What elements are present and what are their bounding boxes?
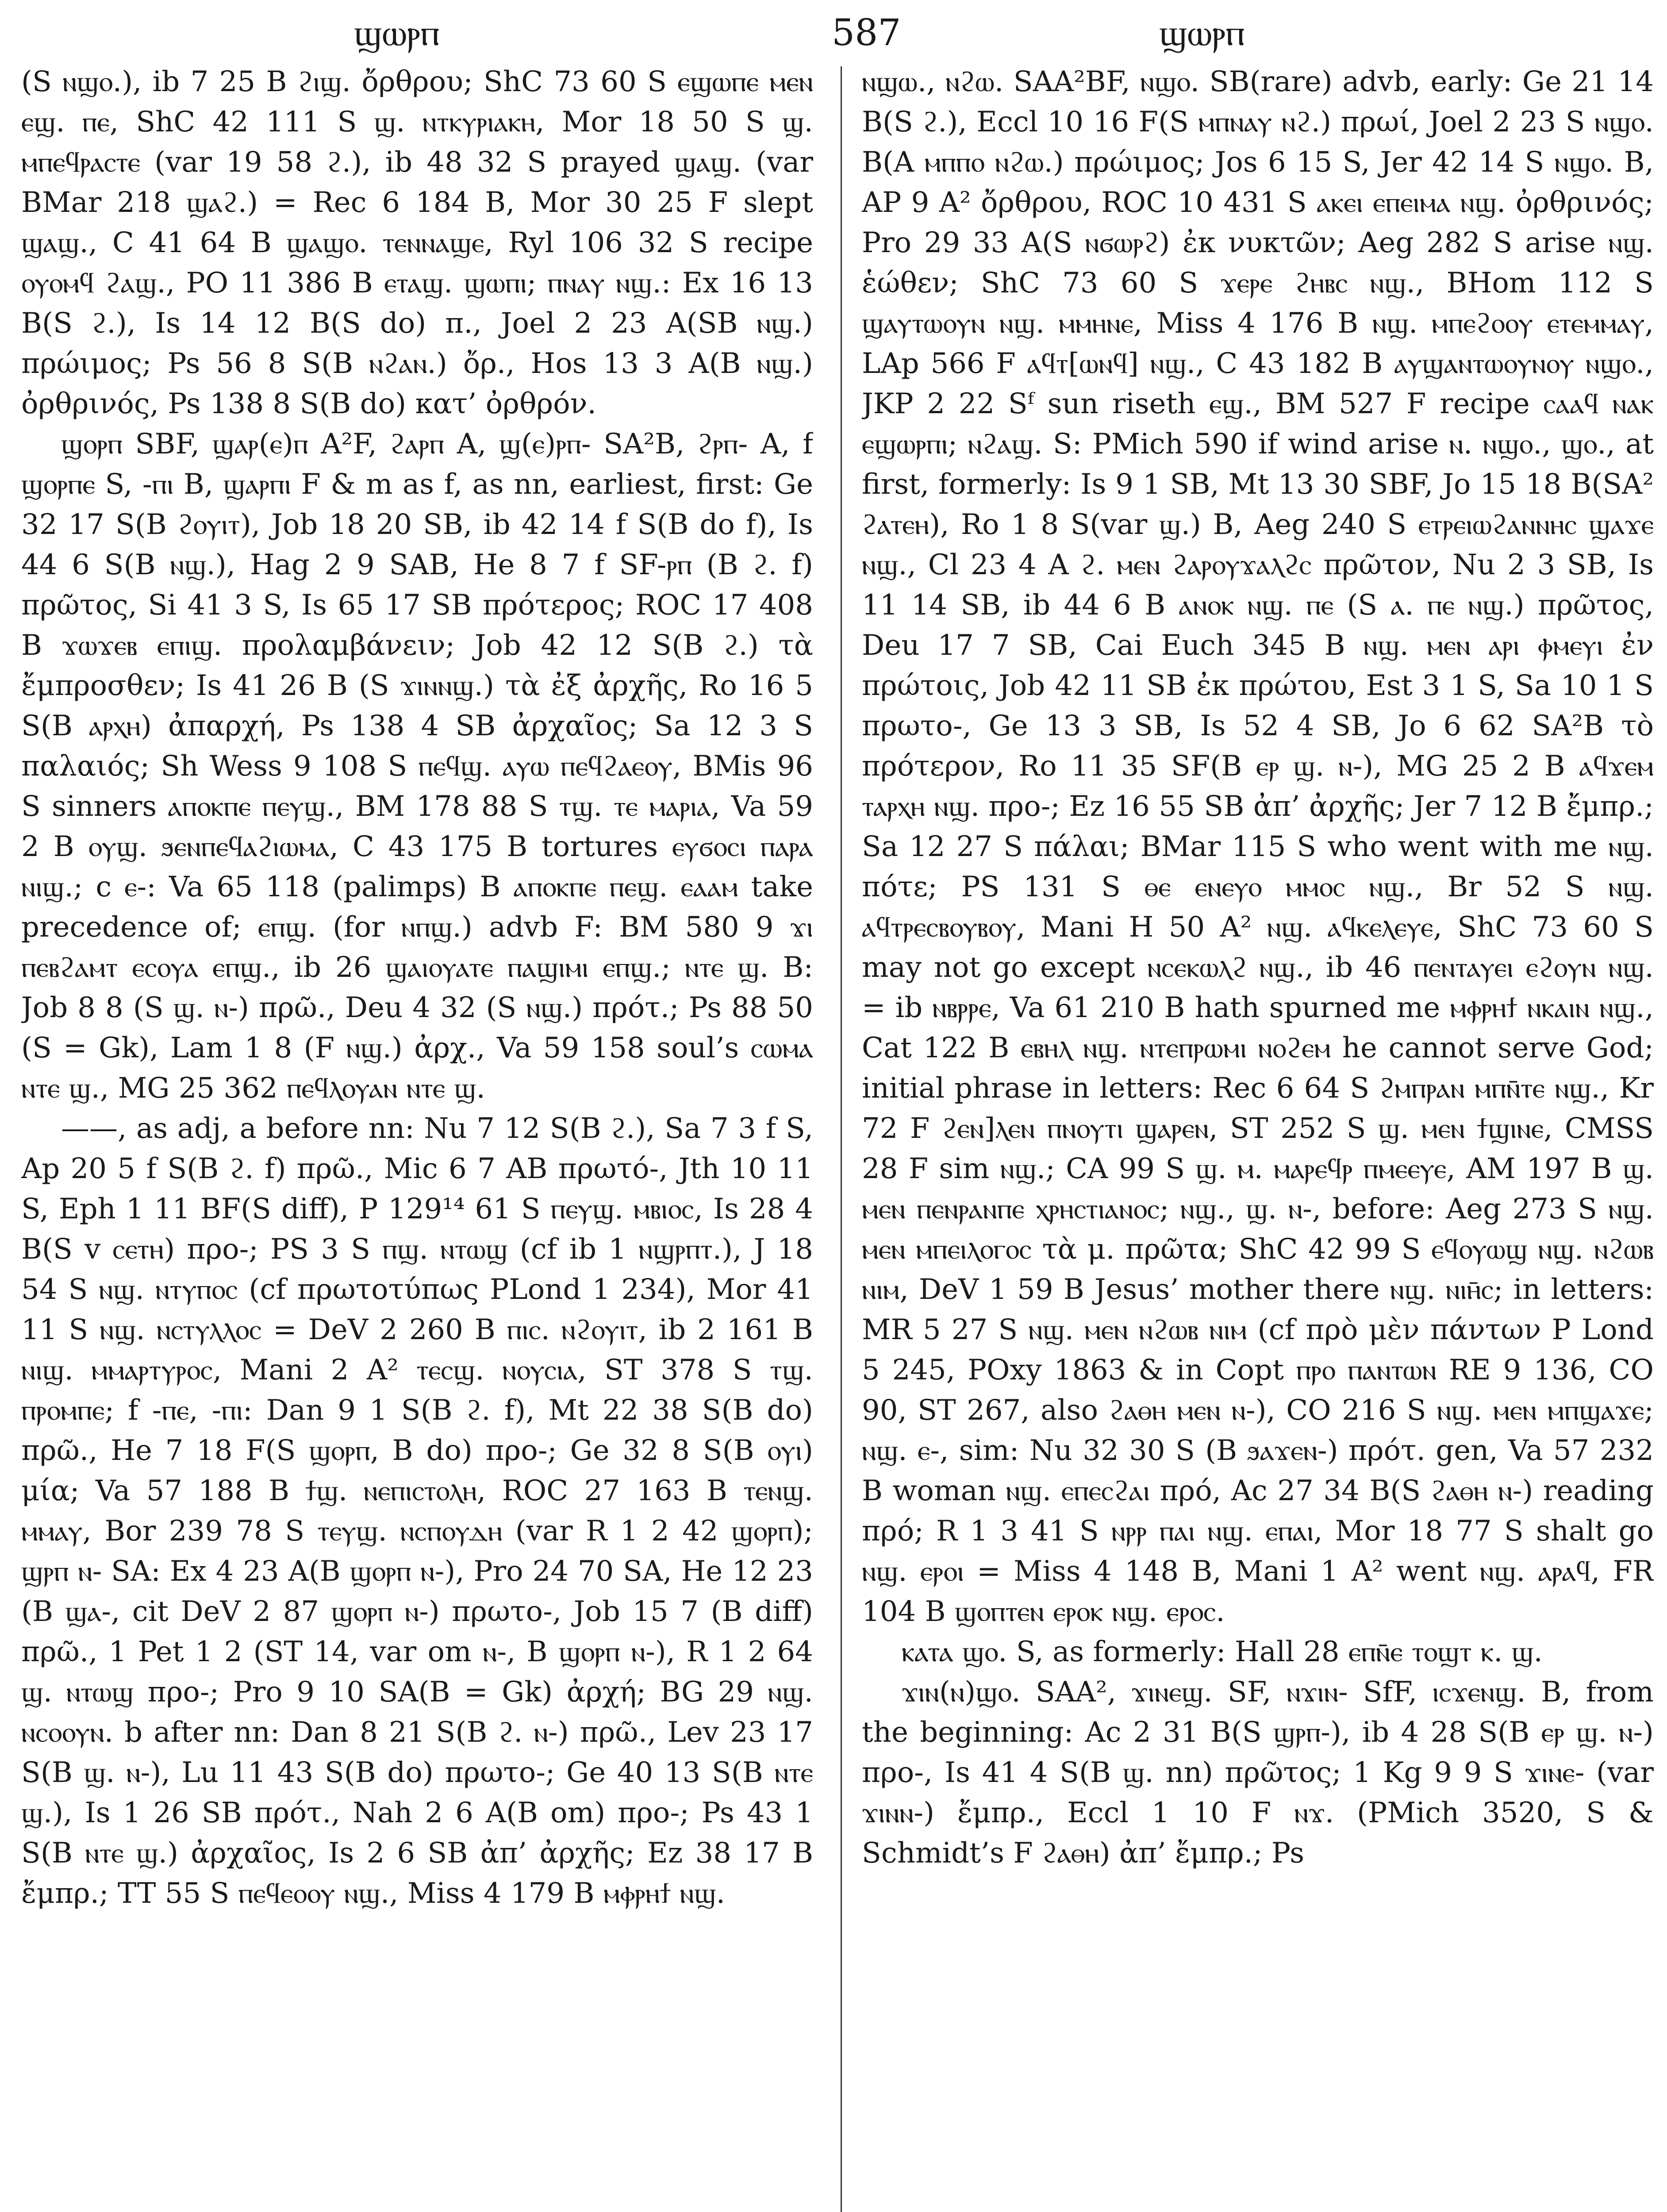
right-entry-jin: ϫⲓⲛ(ⲛ)ϣⲟ. SAA², ϫⲓⲛⲉϣ. SF, ⲛϫⲓⲛ- SfF, ⲓⲥϫⲉⲛϣ. B, from the beginning: Ac 2 31 B(S ϣⲣⲡ-), ib 4 28 S(B ⲉⲣ ϣ. ⲛ-) προ-, Is 41 4 S(B ϣ. nn) πρῶτος; 1 Kg 9 9 S ϫⲓⲛⲉ- (var ϫⲓⲛⲛ-) ἔμπρ., Eccl 1 10 F ⲛϫ. (PMich 3520, S & Schmidt’s F ϩⲁⲑⲏ) ἀπ’ ἔμπρ.; Ps xyxy=(862,1676,1654,1870)
header-left-word: ϣⲱⲣⲡ xyxy=(354,12,440,54)
left-column xyxy=(21,62,813,1914)
left-entry-continuation: (S ⲛϣⲟ.), ib 7 25 B ϩⲓϣ. ὄρθρου; ShC 73 60 S ⲉϣⲱⲡⲉ ⲙⲉⲛ ⲉϣ. ⲡⲉ, ShC 42 111 S ϣ. ⲛⲧⲕⲩⲣⲓⲁⲕⲏ, Mor 18 50 S ϣ. ⲙⲡⲉϥⲣⲁⲥⲧⲉ (var 19 58 ϩ.), ib 48 32 S prayed ϣⲁϣ. (var BMar 218 ϣⲁϩ.) = Rec 6 184 B, Mor 30 25 F slept ϣⲁϣ., C 41 64 B ϣⲁϣⲟ. ⲧⲉⲛⲛⲁϣⲉ, Ryl 106 32 S recipe ⲟⲩⲟⲙϥ ϩⲁϣ., PO 11 386 B ⲉⲧⲁϣ. ϣⲱⲡⲓ; ⲡⲛⲁⲩ ⲛϣ.: Ex 16 13 B(S ϩ.), Is 14 12 B(S do) π., Joel 2 23 A(SB ⲛϣ.) πρώιμος; Ps 56 8 S(B ⲛϩⲁⲛ.) ὄρ., Hos 13 3 A(B ⲛϣ.) ὀρθρινός, Ps 138 8 S(B do) κατ’ ὀρθρόν. xyxy=(21,65,813,420)
column-divider xyxy=(841,66,842,2212)
page-header xyxy=(0,9,1667,62)
left-entry-shorp: ϣⲟⲣⲡ SBF, ϣⲁⲣ(ⲉ)ⲡ A²F, ϩⲁⲣⲡ A, ϣ(ⲉ)ⲣⲡ- SA²B, ϩⲣⲡ- A, f ϣⲟⲣⲡⲉ S, -ⲡⲓ B, ϣⲁⲣⲡⲓ F & m as f, as nn, earliest, first: Ge 32 17 S(B ϩⲟⲩⲓⲧ), Job 18 20 SB, ib 42 14 f S(B do f), Is 44 6 S(B ⲛϣ.), Hag 2 9 SAB, He 8 7 f SF-ⲣⲡ (B ϩ. f) πρῶτος, Si 41 3 S, Is 65 17 SB πρότερος; ROC 17 408 B ϫⲱϫⲉⲃ ⲉⲡⲓϣ. προλαμβάνειν; Job 42 12 S(B ϩ.) τὰ ἔμπροσθεν; Is 41 26 B (S ϫⲓⲛⲛϣ.) τὰ ἐξ ἀρχῆς, Ro 16 5 S(B ⲁⲣⲭⲏ) ἀπαρχή, Ps 138 4 SB ἀρχαῖος; Sa 12 3 S παλαιός; Sh Wess 9 108 S ⲡⲉϥϣ. ⲁⲩⲱ ⲡⲉϥϩⲁⲉⲟⲩ, BMis 96 S sinners ⲁⲡⲟⲕⲡⲉ ⲡⲉⲩϣ., BM 178 88 S ⲧϣ. ⲧⲉ ⲙⲁⲣⲓⲁ, Va 59 2 B ⲟⲩϣ. ϧⲉⲛⲡⲉϥⲁϩⲓⲱⲙⲁ, C 43 175 B tortures ⲉⲩϭⲟⲥⲓ ⲡⲁⲣⲁ ⲛⲓϣ.; c ⲉ-: Va 65 118 (palimps) B ⲁⲡⲟⲕⲡⲉ ⲡⲉϣ. ⲉⲁⲁⲙ take precedence of; ⲉⲡϣ. (for ⲛⲡϣ.) advb F: BM 580 9 ϫⲓ ⲡⲉⲃϩⲁⲙⲧ ⲉⲥⲟⲩⲁ ⲉⲡϣ., ib 26 ϣⲁⲓⲟⲩⲁⲧⲉ ⲡⲁϣⲓⲙⲓ ⲉⲡϣ.; ⲛⲧⲉ ϣ. B: Job 8 8 (S ϣ. ⲛ-) πρῶ., Deu 4 32 (S ⲛϣ.) πρότ.; Ps 88 50 (S = Gk), Lam 1 8 (F ⲛϣ.) ἀρχ., Va 59 158 soul’s ⲥⲱⲙⲁ ⲛⲧⲉ ϣ., MG 25 362 ⲡⲉϥⲗⲟⲩⲁⲛ ⲛⲧⲉ ϣ. xyxy=(21,428,813,1105)
header-right-word: ϣⲱⲣⲡ xyxy=(1159,12,1245,54)
right-column xyxy=(862,62,1654,1874)
left-entry-as-adj: ——, as adj, a before nn: Nu 7 12 S(B ϩ.), Sa 7 3 f S, Ap 20 5 f S(B ϩ. f) πρῶ., Mic 6 7 AB πρωτό-, Jth 10 11 S, Eph 1 11 BF(S diff), P 129¹⁴ 61 S ⲡⲉⲩϣ. ⲙⲃⲓⲟⲥ, Is 28 4 B(S v ⲥⲉⲧⲏ) προ-; PS 3 S ⲡϣ. ⲛⲧⲱϣ (cf ib 1 ⲛϣⲣⲡⲧ.), J 18 54 S ⲛϣ. ⲛⲧⲩⲡⲟⲥ (cf πρωτοτύπως PLond 1 234), Mor 41 11 S ⲛϣ. ⲛⲥⲧⲩⲗⲗⲟⲥ = DeV 2 260 B ⲡⲓⲥ. ⲛϩⲟⲩⲓⲧ, ib 2 161 B ⲛⲓϣ. ⲙⲙⲁⲣⲧⲩⲣⲟⲥ, Mani 2 A² ⲧⲉⲥϣ. ⲛⲟⲩⲥⲓⲁ, ST 378 S ⲧϣ. ⲡⲣⲟⲙⲡⲉ; f -ⲡⲉ, -ⲡⲓ: Dan 9 1 S(B ϩ. f), Mt 22 38 S(B do) πρῶ., He 7 18 F(S ϣⲟⲣⲡ, B do) προ-; Ge 32 8 S(B ⲟⲩⲓ) μία; Va 57 188 B ϯϣ. ⲛⲉⲡⲓⲥⲧⲟⲗⲏ, ROC 27 163 B ⲧⲉⲛϣ. ⲙⲙⲁⲩ, Bor 239 78 S ⲧⲉⲩϣ. ⲛⲥⲡⲟⲩⲇⲏ (var R 1 2 42 ϣⲟⲣⲡ); ϣⲣⲡ ⲛ- SA: Ex 4 23 A(B ϣⲟⲣⲡ ⲛ-), Pro 24 70 SA, He 12 23 (B ϣⲁ-, cit DeV 2 87 ϣⲟⲣⲡ ⲛ-) πρωτο-, Job 15 7 (B diff) πρῶ., 1 Pet 1 2 (ST 14, var om ⲛ-, B ϣⲟⲣⲡ ⲛ-), R 1 2 64 ϣ. ⲛⲧⲱϣ προ-; Pro 9 10 SA(B = Gk) ἀρχή; BG 29 ⲛϣ. ⲛⲥⲟⲟⲩⲛ. b after nn: Dan 8 21 S(B ϩ. ⲛ-) πρῶ., Lev 23 17 S(B ϣ. ⲛ-), Lu 11 43 S(B do) πρωτο-; Ge 40 13 S(B ⲛⲧⲉ ϣ.), Is 1 26 SB πρότ., Nah 2 6 A(B om) προ-; Ps 43 1 S(B ⲛⲧⲉ ϣ.) ἀρχαῖος, Is 2 6 SB ἀπ’ ἀρχῆς; Ez 38 17 B ἔμπρ.; TT 55 S ⲡⲉϥⲉⲟⲟⲩ ⲛϣ., Miss 4 179 B ⲙⲫⲣⲏϯ ⲛϣ. xyxy=(21,1112,813,1910)
right-entry-early: ⲛϣⲱ., ⲛϩⲱ. SAA²BF, ⲛϣⲟ. SB(rare) advb, early: Ge 21 14 B(S ϩ.), Eccl 10 16 F(S ⲙⲡⲛⲁⲩ ⲛϩ.) πρωί, Joel 2 23 S ⲛϣⲟ. B(A ⲙⲡⲡⲟ ⲛϩⲱ.) πρώιμος; Jos 6 15 S, Jer 42 14 S ⲛϣⲟ. B, AP 9 A² ὄρθρου, ROC 10 431 S ⲁⲕⲉⲓ ⲉⲡⲉⲓⲙⲁ ⲛϣ. ὀρθρινός; Pro 29 33 A(S ⲛϭⲱⲣϩ) ἐκ νυκτῶν; Aeg 282 S arise ⲛϣ. ἑώθεν; ShC 73 60 S ϫⲉⲣⲉ ϩⲏⲃⲥ ⲛϣ., BHom 112 S ϣⲁⲩⲧⲱⲟⲩⲛ ⲛϣ. ⲙⲙⲏⲛⲉ, Miss 4 176 B ⲛϣ. ⲙⲡⲉϩⲟⲟⲩ ⲉⲧⲉⲙⲙⲁⲩ, LAp 566 F ⲁϥⲧ[ⲱⲛϥ] ⲛϣ., C 43 182 B ⲁⲩϣⲁⲛⲧⲱⲟⲩⲛⲟⲩ ⲛϣⲟ., JKP 2 22 Sᶠ sun riseth ⲉϣ., BM 527 F recipe ⲥⲁⲁϥ ⲛⲁⲕ ⲉϣⲱⲣⲡⲓ; ⲛϩⲁϣ. S: PMich 590 if wind arise ⲛ. ⲛϣⲟ., ϣⲟ., at first, formerly: Is 9 1 SB, Mt 13 30 SBF, Jo 15 18 B(SA² ϩⲁⲧⲉⲏ), Ro 1 8 S(var ϣ.) B, Aeg 240 S ⲉⲧⲣⲉⲓⲱϩⲁⲛⲛⲏⲥ ϣⲁϫⲉ ⲛϣ., Cl 23 4 A ϩ. ⲙⲉⲛ ϩⲁⲣⲟⲩϫⲁⲗϩⲥ πρῶτον, Nu 2 3 SB, Is 11 14 SB, ib 44 6 B ⲁⲛⲟⲕ ⲛϣ. ⲡⲉ (S ⲁ. ⲡⲉ ⲛϣ.) πρῶτος, Deu 17 7 SB, Cai Euch 345 B ⲛϣ. ⲙⲉⲛ ⲁⲣⲓ ⲫⲙⲉⲩⲓ ἐν πρώτοις, Job 42 11 SB ἐκ πρώτου, Est 3 1 S, Sa 10 1 S πρωτο-, Ge 13 3 SB, Is 52 4 SB, Jo 6 62 SA²B τὸ πρότερον, Ro 11 35 SF(B ⲉⲣ ϣ. ⲛ-), MG 25 2 B ⲁϥϫⲉⲙ ⲧⲁⲣⲭⲏ ⲛϣ. προ-; Ez 16 55 SB ἀπ’ ἀρχῆς; Jer 7 12 B ἔμπρ.; Sa 12 27 S πάλαι; BMar 115 S who went with me ⲛϣ. πότε; PS 131 S ⲑⲉ ⲉⲛⲉⲩⲟ ⲙⲙⲟⲥ ⲛϣ., Br 52 S ⲛϣ. ⲁϥⲧⲣⲉⲥⲃⲟⲩⲃⲟⲩ, Mani H 50 A² ⲛϣ. ⲁϥⲕⲉⲗⲉⲩⲉ, ShC 73 60 S may not go except ⲛⲥⲉⲕⲱⲗϩ ⲛϣ., ib 46 ⲡⲉⲛⲧⲁⲩⲉⲓ ⲉϩⲟⲩⲛ ⲛϣ. = ib ⲛⲃⲣⲣⲉ, Va 61 210 B hath spurned me ⲙⲫⲣⲏϯ ⲛⲕⲁⲓⲛ ⲛϣ., Cat 122 B ⲉⲃⲏⲗ ⲛϣ. ⲛⲧⲉⲡⲣⲱⲙⲓ ⲛⲟϩⲉⲙ he cannot serve God; initial phrase in letters: Rec 6 64 S ϩⲙⲡⲣⲁⲛ ⲙⲡⲛ̄ⲧⲉ ⲛϣ., Kr 72 F ϩⲉⲛ]ⲗⲉⲛ ⲡⲛⲟⲩⲧⲓ ϣⲁⲣⲉⲛ, ST 252 S ϣ. ⲙⲉⲛ ϯϣⲓⲛⲉ, CMSS 28 F sim ⲛϣ.; CA 99 S ϣ. ⲙ. ⲙⲁⲣⲉϥⲣ ⲡⲙⲉⲉⲩⲉ, AM 197 B ϣ. ⲙⲉⲛ ⲡⲉⲛⲣⲁⲛⲡⲉ ⲭⲣⲏⲥⲧⲓⲁⲛⲟⲥ; ⲛϣ., ϣ. ⲛ-, before: Aeg 273 S ⲛϣ. ⲙⲉⲛ ⲙⲡⲉⲓⲗⲟⲅⲟⲥ τὰ μ. πρῶτα; ShC 42 99 S ⲉϥⲟⲩⲱϣ ⲛϣ. ⲛϩⲱⲃ ⲛⲓⲙ, DeV 1 59 B Jesus’ mother there ⲛϣ. ⲛⲓⲏ̄ⲥ; in letters: MR 5 27 S ⲛϣ. ⲙⲉⲛ ⲛϩⲱⲃ ⲛⲓⲙ (cf πρὸ μὲν πάντων P Lond 5 245, POxy 1863 & in Copt ⲡⲣⲟ ⲡⲁⲛⲧⲱⲛ RE 9 136, CO 90, ST 267, also ϩⲁⲑⲏ ⲙⲉⲛ ⲛ-), CO 216 S ⲛϣ. ⲙⲉⲛ ⲙⲡϣⲁϫⲉ; ⲛϣ. ⲉ-, sim: Nu 32 30 S (B ϧⲁϫⲉⲛ-) πρότ. gen, Va 57 232 B woman ⲛϣ. ⲉⲡⲉⲥϩⲁⲓ πρό, Ac 27 34 B(S ϩⲁⲑⲏ ⲛ-) reading πρό; R 1 3 41 S ⲛⲣⲣ ⲡⲁⲓ ⲛϣ. ⲉⲡⲁⲓ, Mor 18 77 S shalt go ⲛϣ. ⲉⲣⲟⲓ = Miss 4 148 B, Mani 1 A² went ⲛϣ. ⲁⲣⲁϥ, FR 104 B ϣⲟⲡⲧⲉⲛ ⲉⲣⲟⲕ ⲛϣ. ⲉⲣⲟⲥ. xyxy=(862,65,1654,1628)
page-number: 587 xyxy=(832,12,901,54)
right-entry-kata: ⲕⲁⲧⲁ ϣⲟ. S, as formerly: Hall 28 ⲉⲡⲛ̄ⲉ ⲧⲟϣⲧ ⲕ. ϣ. xyxy=(902,1636,1543,1668)
